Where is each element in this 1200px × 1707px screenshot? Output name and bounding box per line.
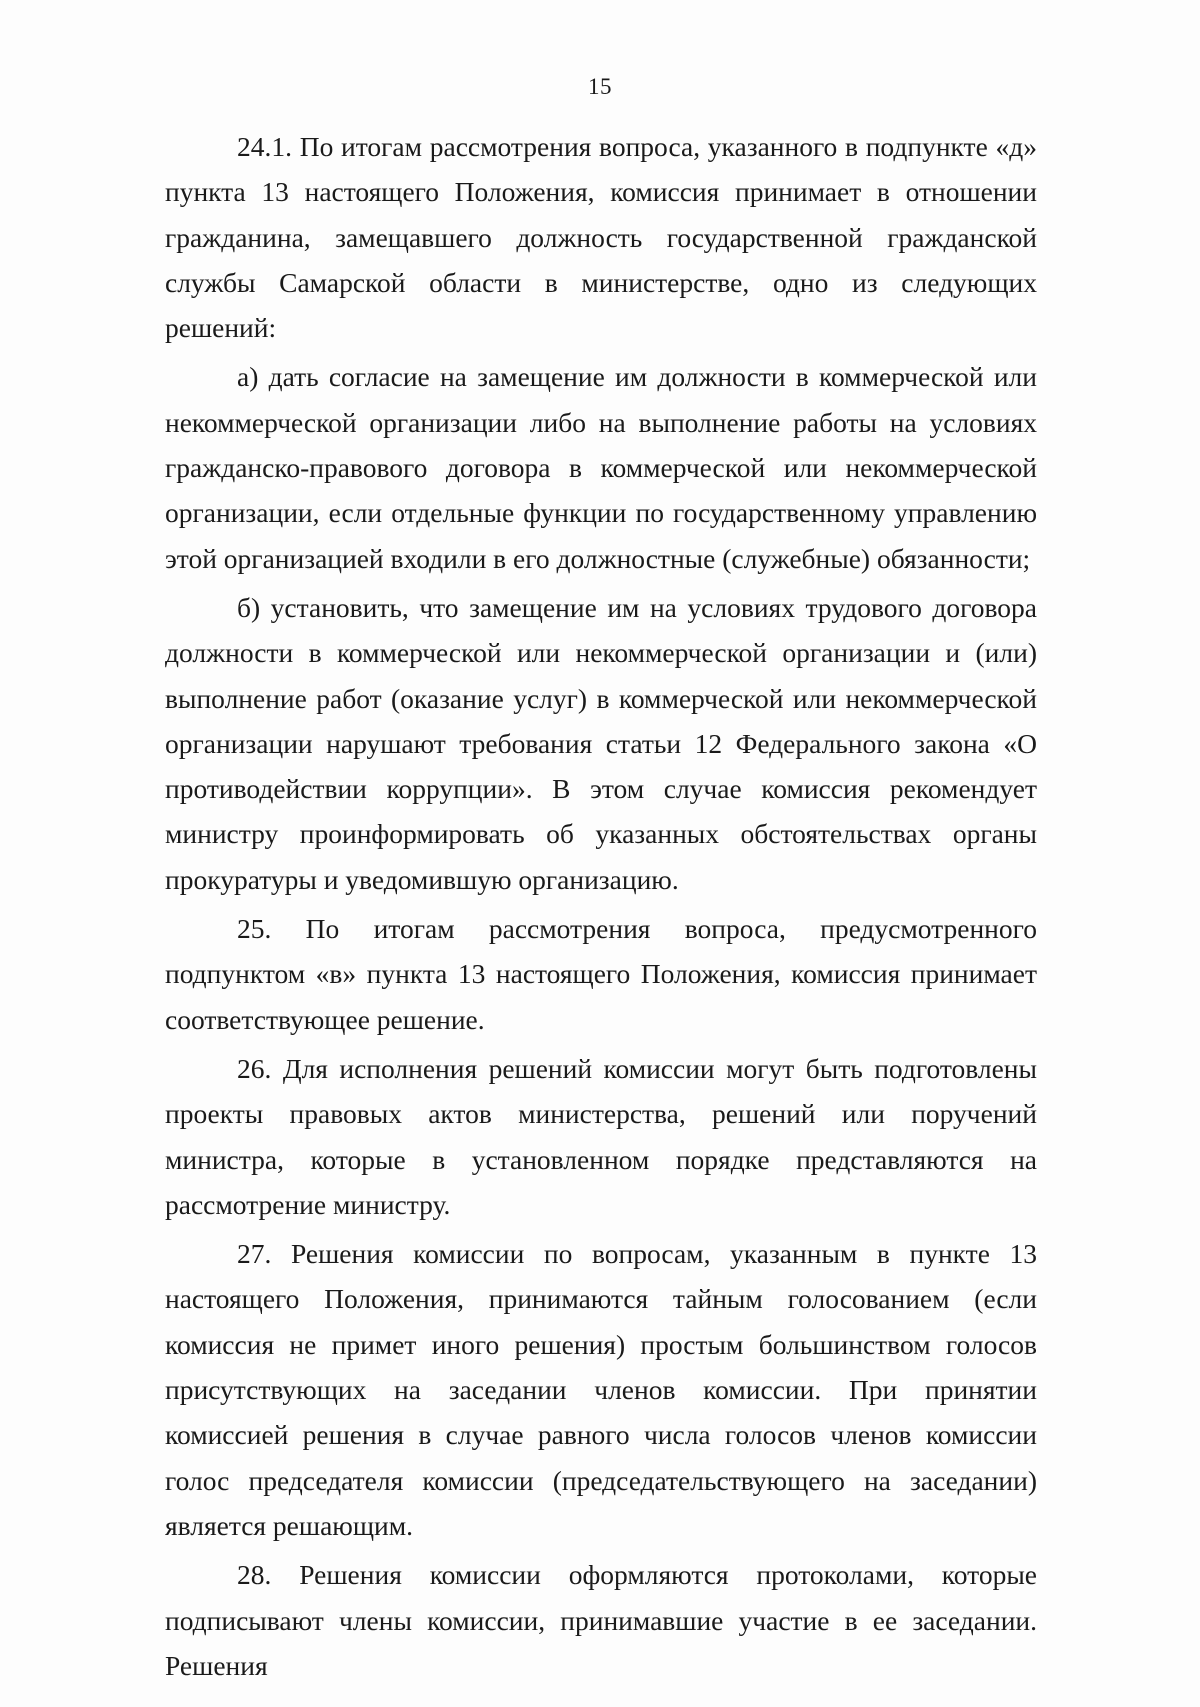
paragraph-26: 26. Для исполнения решений комиссии могут быть подготовлены проекты правовых актов министерства, решений или поручений министра, которые в установленном порядке представляются на рассмотрение министру.	[165, 1052, 1037, 1220]
paragraph-24-1-b: б) установить, что замещение им на условиях трудового договора должности в коммерческой или некоммерческой организации и (или) выполнение работ (оказание услуг) в коммерческой или некоммерческой организации нарушают требования статьи 12 Федерального закона «О противодействии коррупции». В этом случае комиссия рекомендует министру проинформировать об указанных обстоятельствах органы прокуратуры и уведомившую организацию.	[165, 591, 1037, 895]
page-number: 15	[588, 74, 612, 99]
document-body	[165, 124, 1037, 1692]
paragraph-24-1: 24.1. По итогам рассмотрения вопроса, указанного в подпункте «д» пункта 13 настоящего Положения, комиссия принимает в отношении гражданина, замещавшего должность государственной гражданской службы Самарской области в министерстве, одно из следующих решений:	[165, 131, 1037, 344]
paragraph-27: 27. Решения комиссии по вопросам, указанным в пункте 13 настоящего Положения, принимаются тайным голосованием (если комиссия не примет иного решения) простым большинством голосов присутствующих на заседании членов комиссии. При принятии комиссией решения в случае равного числа голосов членов комиссии голос председателя комиссии (председательствующего на заседании) является решающим.	[165, 1238, 1037, 1541]
paragraph-28: 28. Решения комиссии оформляются протоколами, которые подписывают члены комиссии, принимавшие участие в ее заседании. Решения	[165, 1559, 1037, 1681]
paragraph-24-1-a: а) дать согласие на замещение им должности в коммерческой или некоммерческой организации либо на выполнение работы на условиях гражданско-правового договора в коммерческой или некоммерческой организации, если отдельные функции по государственному управлению этой организацией входили в его должностные (служебные) обязанности;	[165, 361, 1037, 574]
paragraph-25: 25. По итогам рассмотрения вопроса, предусмотренного подпунктом «в» пункта 13 настоящего Положения, комиссия принимает соответствующее решение.	[165, 913, 1037, 1035]
